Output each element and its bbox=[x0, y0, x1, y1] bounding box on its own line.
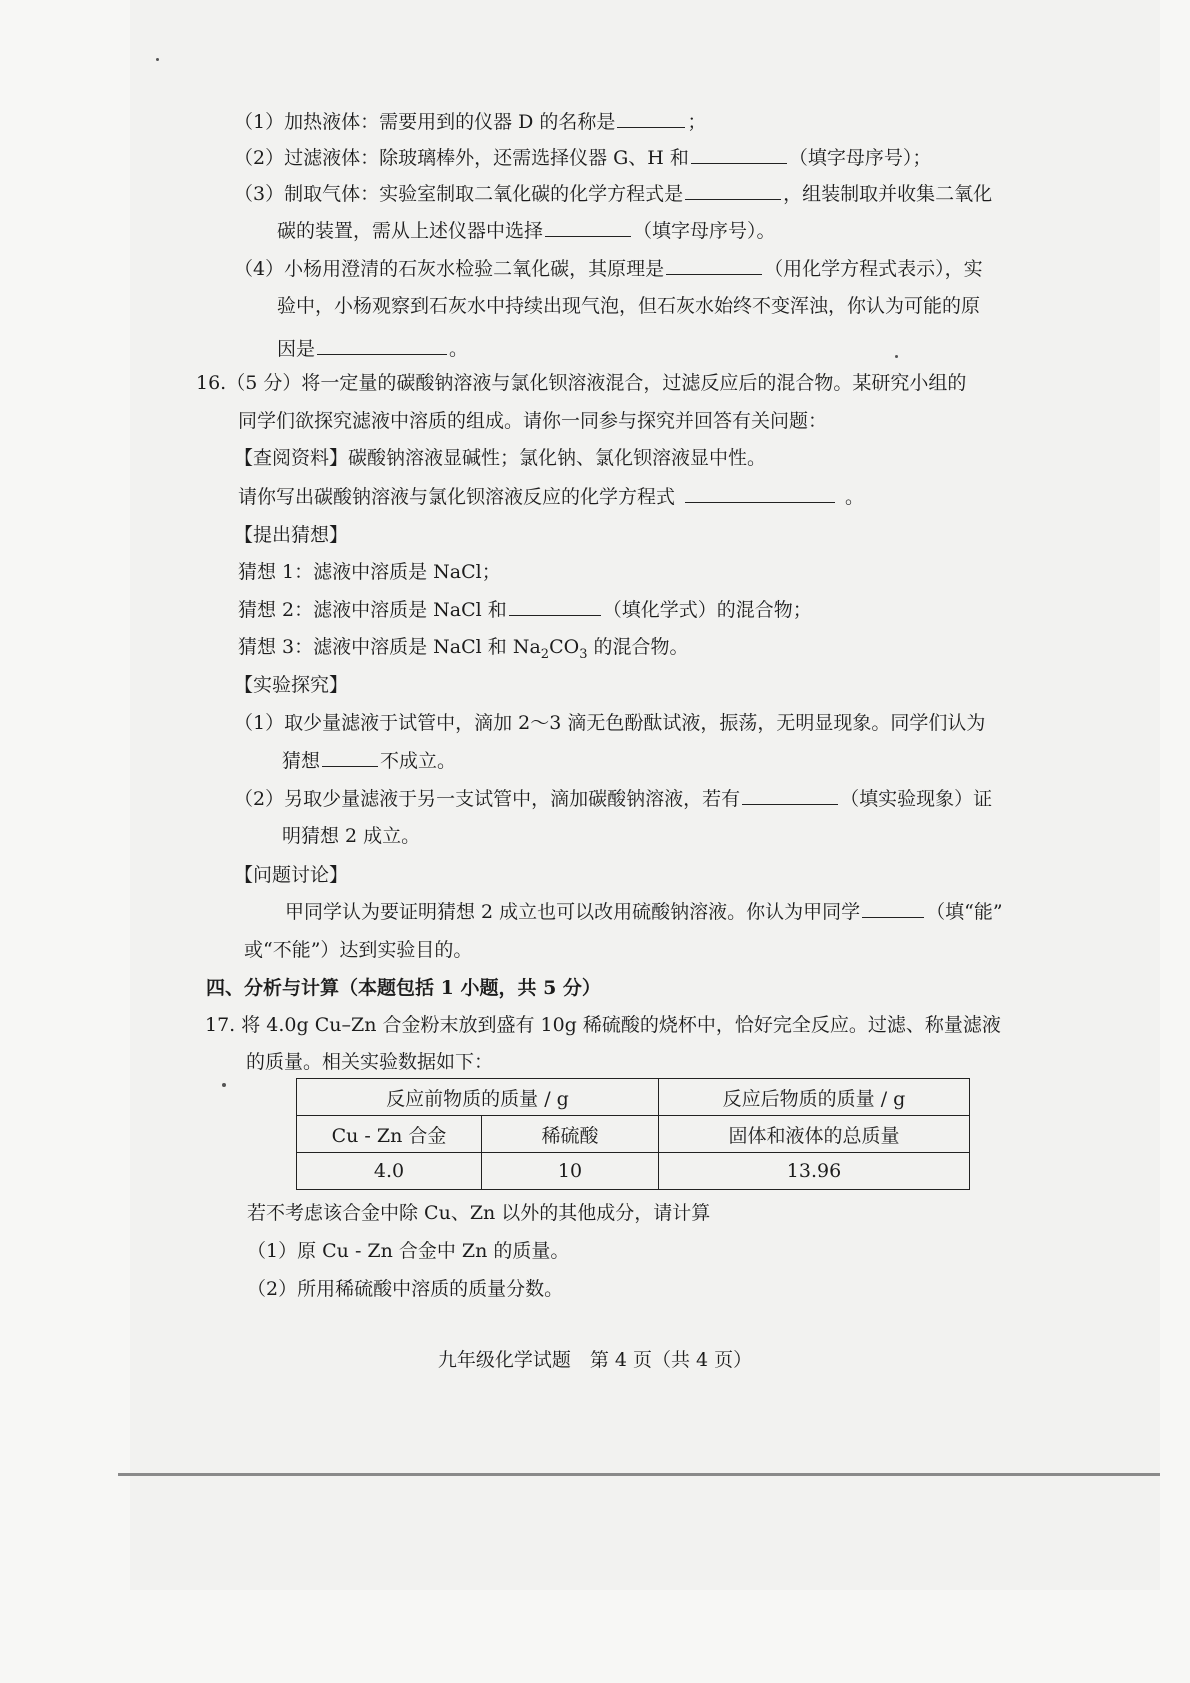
table-header-after: 反应后物质的质量 / g bbox=[659, 1079, 970, 1116]
table-cell-total: 13.96 bbox=[659, 1153, 970, 1190]
page-footer: 九年级化学试题 第 4 页（共 4 页） bbox=[437, 1349, 753, 1371]
q15-item-2: （2）过滤液体：除玻璃棒外，还需选择仪器 G、H 和 （填字母序号）； bbox=[234, 147, 932, 169]
q16-discussion-cont: 或“不能”）达到实验目的。 bbox=[244, 939, 473, 961]
q17-note: 若不考虑该合金中除 Cu、Zn 以外的其他成分，请计算 bbox=[247, 1202, 711, 1224]
q15-item-4-cont: 验中，小杨观察到石灰水中持续出现气泡，但石灰水始终不变浑浊，你认为可能的原 bbox=[277, 295, 981, 317]
data-table bbox=[296, 1078, 970, 1190]
table-header-row bbox=[297, 1079, 970, 1116]
table-subheader-alloy: Cu - Zn 合金 bbox=[297, 1116, 482, 1153]
q17-ask-1: （1）原 Cu - Zn 合金中 Zn 的质量。 bbox=[247, 1240, 570, 1262]
q16-stem: 16.（5 分）将一定量的碳酸钠溶液与氯化钡溶液混合，过滤反应后的混合物。某研究小组的 bbox=[196, 372, 967, 394]
table-header-before: 反应前物质的质量 / g bbox=[297, 1079, 659, 1116]
answer-blank[interactable] bbox=[742, 786, 838, 805]
q16-hypothesis-1: 猜想 1：滤液中溶质是 NaCl； bbox=[238, 561, 501, 583]
q16-info: 【查阅资料】碳酸钠溶液显碱性；氯化钠、氯化钡溶液显中性。 bbox=[234, 447, 767, 469]
table-subheader-acid: 稀硫酸 bbox=[482, 1116, 659, 1153]
table-cell-acid: 10 bbox=[482, 1153, 659, 1190]
q16-experiment-2: （2）另取少量滤液于另一支试管中，滴加碳酸钠溶液，若有 （填实验现象）证 bbox=[234, 788, 993, 810]
answer-blank[interactable] bbox=[617, 109, 685, 128]
q17-stem-cont: 的质量。相关实验数据如下： bbox=[246, 1051, 494, 1073]
q15-item-4-end: 因是 。 bbox=[277, 338, 469, 360]
scan-speck bbox=[895, 355, 898, 358]
q16-hypothesis-2: 猜想 2：滤液中溶质是 NaCl 和 （填化学式）的混合物； bbox=[238, 599, 812, 621]
q16-experiment-1-cont: 猜想 不成立。 bbox=[282, 750, 457, 772]
answer-blank[interactable] bbox=[545, 218, 631, 237]
answer-blank[interactable] bbox=[685, 484, 835, 503]
table-cell-alloy: 4.0 bbox=[297, 1153, 482, 1190]
q15-item-4: （4）小杨用澄清的石灰水检验二氧化碳，其原理是 （用化学方程式表示），实 bbox=[234, 258, 983, 280]
q17-ask-2: （2）所用稀硫酸中溶质的质量分数。 bbox=[247, 1278, 564, 1300]
q16-hypothesis-title: 【提出猜想】 bbox=[234, 524, 349, 546]
section-heading: 四、分析与计算（本题包括 1 小题，共 5 分） bbox=[206, 977, 601, 999]
answer-blank[interactable] bbox=[691, 145, 787, 164]
table-subheader-row bbox=[297, 1116, 970, 1153]
scan-speck bbox=[156, 58, 159, 61]
q17-stem: 17. 将 4.0g Cu–Zn 合金粉末放到盛有 10g 稀硫酸的烧杯中，恰好完全反应。过滤、称量滤液 bbox=[205, 1014, 1001, 1036]
answer-blank[interactable] bbox=[509, 597, 601, 616]
q15-item-3-cont: 碳的装置，需从上述仪器中选择 （填字母序号）。 bbox=[277, 220, 776, 242]
scan-speck bbox=[222, 1083, 226, 1087]
paper-bottom-edge bbox=[118, 1473, 1160, 1476]
q16-hypothesis-3: 猜想 3：滤液中溶质是 NaCl 和 $Na_2CO_3$ 的混合物。 bbox=[238, 636, 689, 662]
answer-blank[interactable] bbox=[685, 181, 781, 200]
q16-experiment-2-cont: 明猜想 2 成立。 bbox=[282, 825, 421, 847]
q16-stem-cont: 同学们欲探究滤液中溶质的组成。请你一同参与探究并回答有关问题： bbox=[238, 410, 828, 432]
answer-blank[interactable] bbox=[862, 899, 924, 918]
table-row bbox=[297, 1153, 970, 1190]
q16-discussion-title: 【问题讨论】 bbox=[234, 864, 349, 886]
q15-item-3: （3）制取气体：实验室制取二氧化碳的化学方程式是 ，组装制取并收集二氧化 bbox=[234, 183, 993, 205]
q16-experiment-1: （1）取少量滤液于试管中，滴加 2～3 滴无色酚酞试液，振荡，无明显现象。同学们认为 bbox=[234, 712, 986, 734]
q16-discussion: 甲同学认为要证明猜想 2 成立也可以改用硫酸钠溶液。你认为甲同学 （填“能” bbox=[285, 901, 1003, 923]
q16-experiment-title: 【实验探究】 bbox=[234, 674, 349, 696]
table-subheader-total: 固体和液体的总质量 bbox=[659, 1116, 970, 1153]
answer-blank[interactable] bbox=[317, 336, 447, 355]
q15-item-1: （1）加热液体：需要用到的仪器 D 的名称是 ； bbox=[234, 111, 707, 133]
q16-equation: 请你写出碳酸钠溶液与氯化钡溶液反应的化学方程式 。 bbox=[238, 486, 865, 508]
answer-blank[interactable] bbox=[666, 256, 762, 275]
answer-blank[interactable] bbox=[322, 748, 378, 767]
